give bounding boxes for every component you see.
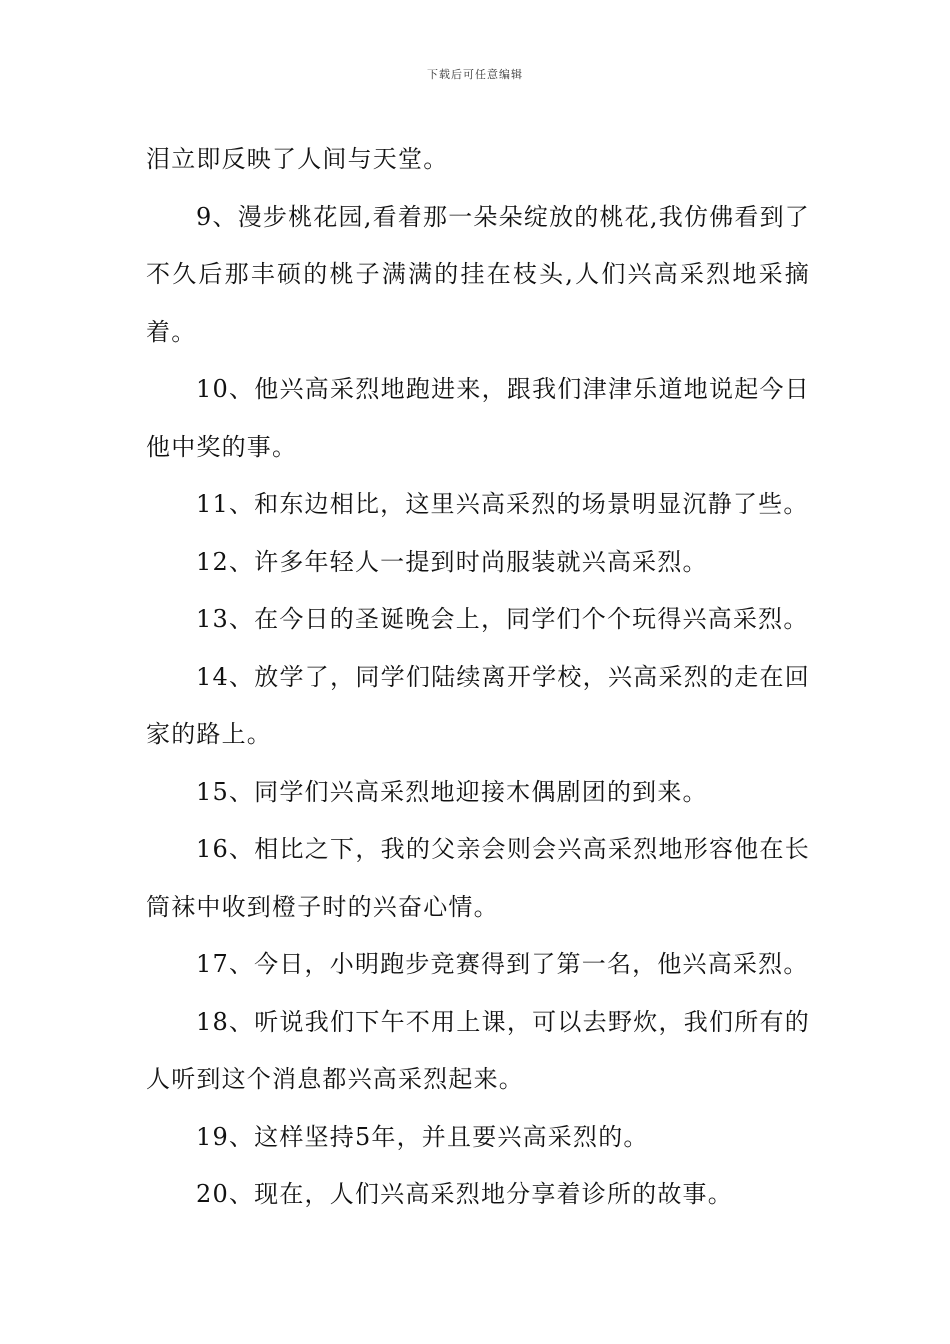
document-body [146,131,810,1224]
page-header: 下载后可任意编辑 [427,68,523,81]
paragraph-item-9: 9、漫步桃花园,看着那一朵朵绽放的桃花,我仿佛看到了不久后那丰硕的桃子满满的挂在枝头,人们兴高采烈地采摘着。 [146,202,810,346]
paragraph-item-18: 18、听说我们下午不用上课，可以去野炊，我们所有的人听到这个消息都兴高采烈起来。 [146,1007,810,1093]
paragraph-item-14: 14、放学了，同学们陆续离开学校，兴高采烈的走在回家的路上。 [146,662,810,748]
paragraph-continuation: 泪立即反映了人间与天堂。 [146,145,449,173]
paragraph-item-16: 16、相比之下，我的父亲会则会兴高采烈地形容他在长筒袜中收到橙子时的兴奋心情。 [146,835,810,921]
paragraph-item-17: 17、今日，小明跑步竞赛得到了第一名，他兴高采烈。 [196,950,809,978]
paragraph-item-10: 10、他兴高采烈地跑进来，跟我们津津乐道地说起今日他中奖的事。 [146,375,810,461]
paragraph-item-12: 12、许多年轻人一提到时尚服装就兴高采烈。 [196,547,708,576]
paragraph-item-13: 13、在今日的圣诞晚会上，同学们个个玩得兴高采烈。 [196,605,809,633]
paragraph-item-19: 19、这样坚持5年，并且要兴高采烈的。 [196,1122,649,1151]
paragraph-item-11: 11、和东边相比，这里兴高采烈的场景明显沉静了些。 [196,490,809,518]
paragraph-item-20: 20、现在，人们兴高采烈地分享着诊所的故事。 [196,1180,733,1208]
paragraph-item-15: 15、同学们兴高采烈地迎接木偶剧团的到来。 [196,777,708,806]
